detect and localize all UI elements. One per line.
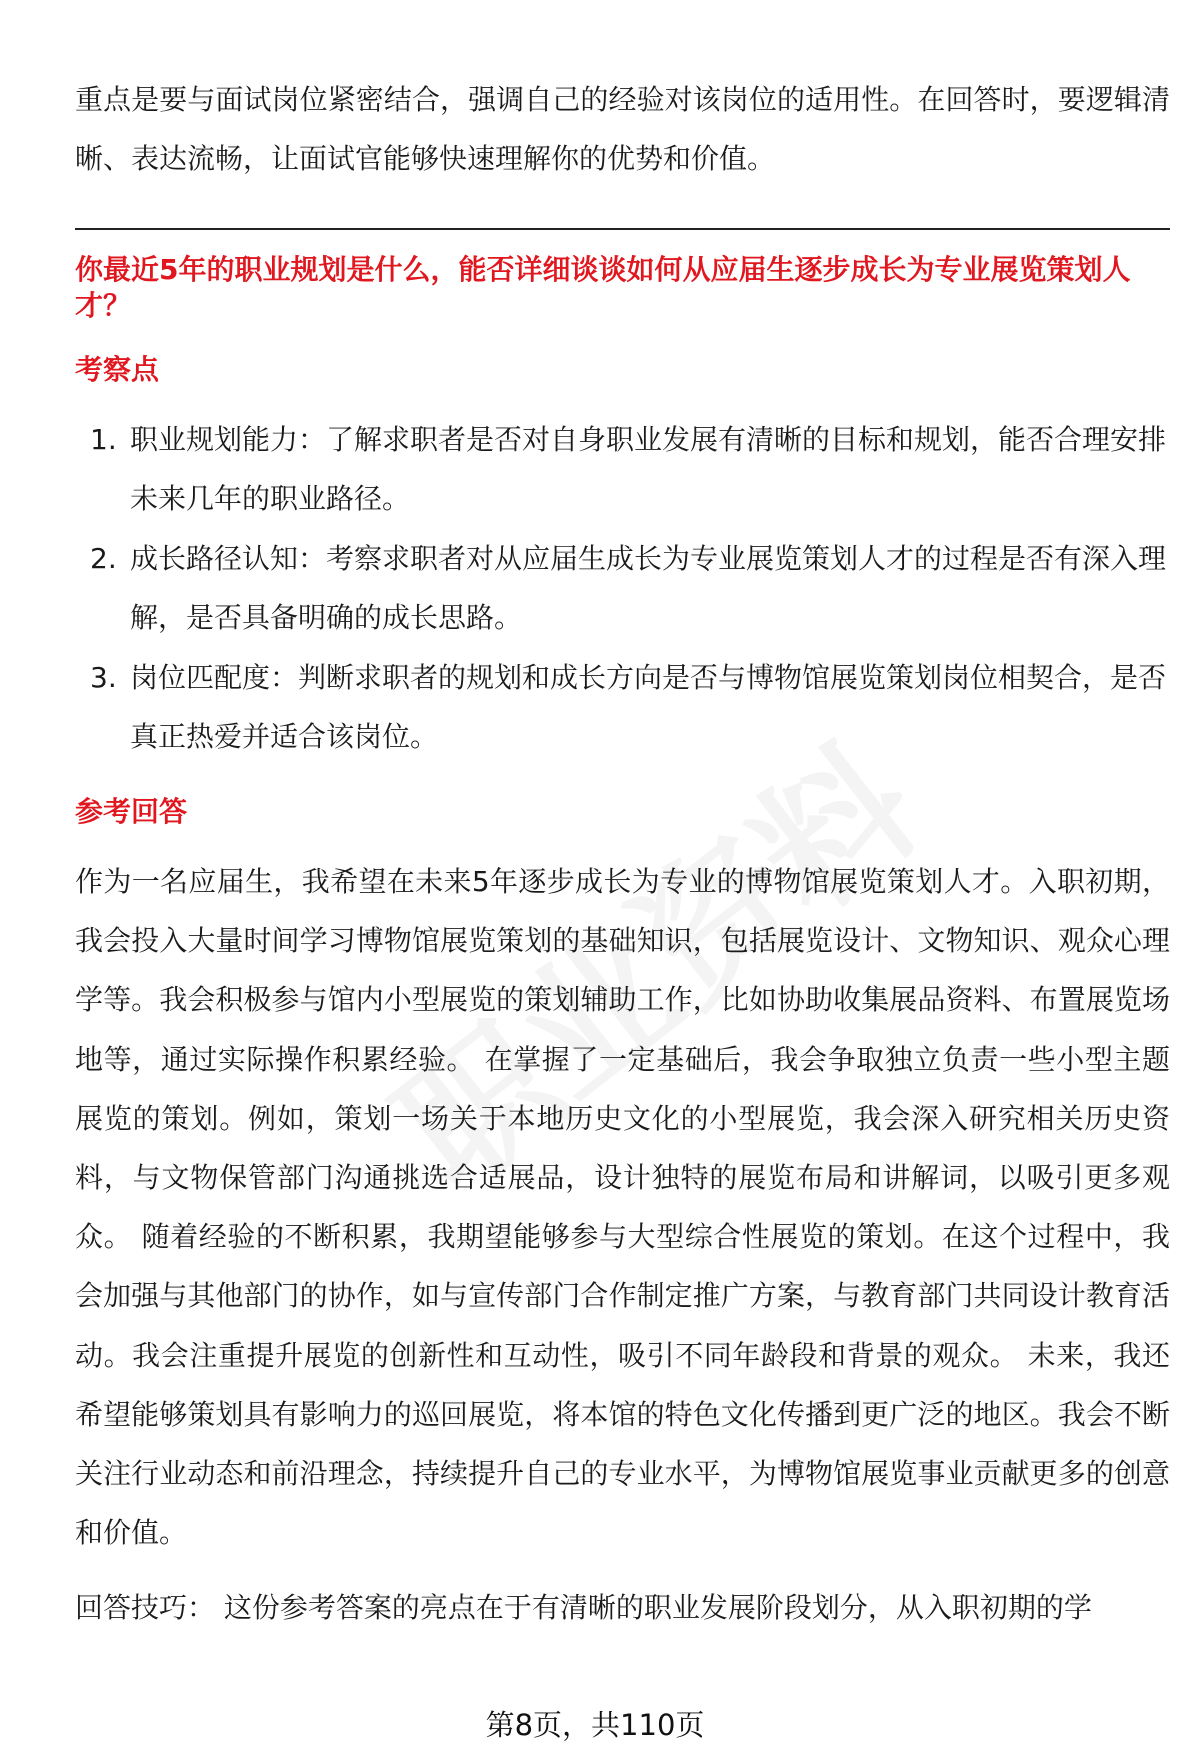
examination-point [75,529,1170,647]
examination-point [75,648,1170,766]
section-divider [75,228,1170,230]
intro-paragraph: 重点是要与面试岗位紧密结合，强调自己的经验对该岗位的适用性。在回答时，要逻辑清晰、表达流畅，让面试官能够快速理解你的优势和价值。 [75,83,1170,175]
reference-answer: 作为一名应届生，我希望在未来5年逐步成长为专业的博物馆展览策划人才。入职初期，我会投入大量时间学习博物馆展览策划的基础知识，包括展览设计、文物知识、观众心理学等。我会积极参与馆内小型展览的策划辅助工作，比如协助收集展品资料、布置展览场地等，通过实际操作积累经验。 在掌握了一定基础后，我会争取独立负责一些小型主题展览的策划。例如，策划一场关于本地历史文化的小型展览，我会深入研究相关历史资料，与文物保管部门沟通挑选合适展品，设计独特的展览布局和讲解词，以吸引更多观众。 随着经验的不断积累，我期望能够参与大型综合性展览的策划。在这个过程中，我会加强与其他部门的协作，如与宣传部门合作制定推广方案，与教育部门共同设计教育活动。我会注重提升展览的创新性和互动性，吸引不同年龄段和背景的观众。 未来，我还希望能够策划具有影响力的巡回展览，将本馆的特色文化传播到更广泛的地区。我会不断关注行业动态和前沿理念，持续提升自己的专业水平，为博物馆展览事业贡献更多的创意和价值。 [75,865,1170,1550]
point-text: 岗位匹配度：判断求职者的规划和成长方向是否与博物馆展览策划岗位相契合，是否真正热爱并适合该岗位。 [130,661,1167,753]
point-number: 2. [90,542,117,575]
point-number: 1. [90,423,117,456]
reference-heading: 参考回答 [75,795,188,828]
interview-question: 你最近5年的职业规划是什么，能否详细谈谈如何从应届生逐步成长为专业展览策划人才？ [75,253,1131,322]
examination-heading: 考察点 [75,353,160,386]
page-footer: 第8页，共110页 [485,1708,705,1742]
point-text: 成长路径认知：考察求职者对从应届生成长为专业展览策划人才的过程是否有深入理解，是否具备明确的成长思路。 [130,542,1167,634]
document-page [75,70,1170,1628]
examination-point [75,410,1170,528]
point-number: 3. [90,661,117,694]
answer-tips: 回答技巧： 这份参考答案的亮点在于有清晰的职业发展阶段划分，从入职初期的学 [75,1591,1092,1625]
point-text: 职业规划能力：了解求职者是否对自身职业发展有清晰的目标和规划，能否合理安排未来几年的职业路径。 [130,423,1167,515]
examination-points-list [75,410,1170,766]
